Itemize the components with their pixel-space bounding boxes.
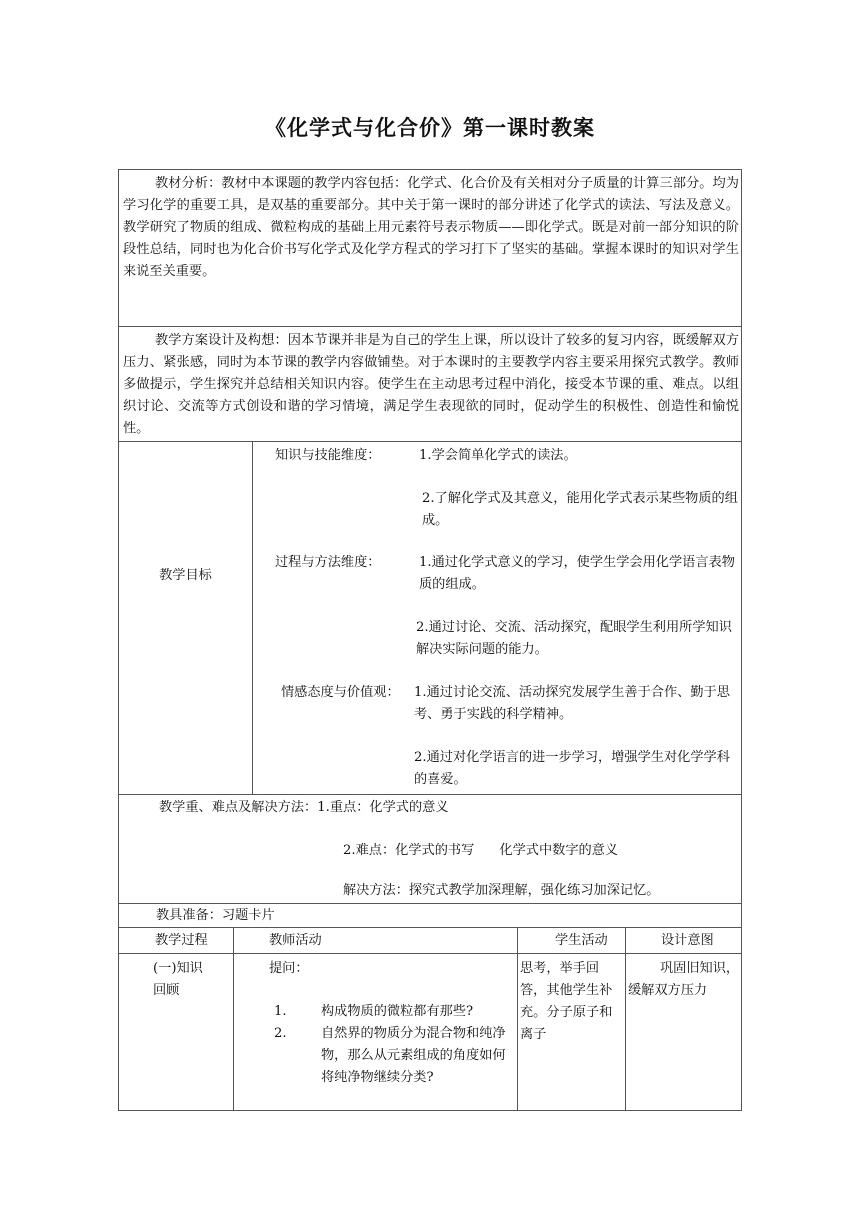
emotion-label: 情感态度与价值观： <box>281 685 400 700</box>
col-divider-1 <box>233 954 234 1110</box>
col-divider-3 <box>625 954 626 1110</box>
process-table-row <box>118 953 742 1111</box>
emotion-goal-1: 1.通过讨论交流、活动探究发展学生善于合作、勤于思考、勇于实践的科学精神。 <box>414 685 730 722</box>
knowledge-goal-1: 1.学会简单化学式的读法。 <box>419 448 577 463</box>
objectives-section <box>118 441 742 795</box>
analysis-section <box>118 169 742 327</box>
tools-text: 教具准备：习题卡片 <box>156 908 275 923</box>
design-section <box>118 326 742 442</box>
process-goal-1: 1.通过化学式意义的学习，使学生学会用化学语言表物质的组成。 <box>419 555 735 592</box>
header-student: 学生活动 <box>555 933 608 948</box>
keypoints-line-1: 教学重、难点及解决方法：1.重点：化学式的意义 <box>159 800 449 815</box>
design-text: 教学方案设计及构想：因本节课并非是为自己的学生上课，所以设计了较多的复习内容，既缓解双方压力、紧张感，同时为本节课的教学内容做铺垫。对于本课时的主要教学内容主要采用探究式教学。教师多做提示，学生探究并总结相关知识内容。使学生在主动思考过程中消化，接受本节课的重、难点。以组织讨论、交流等方式创设和谐的学习情境，满足学生表现欲的同时，促动学生的积极性、创造性和愉悦性。 <box>123 333 739 436</box>
process-table-header <box>118 927 742 954</box>
question-1-number: 1. <box>274 1004 287 1019</box>
keypoints-line-3: 解决方法：探究式教学加深理解，强化练习加深记忆。 <box>343 883 660 898</box>
design-intent: 巩固旧知识，缓解双方压力 <box>628 961 740 998</box>
question-2: 自然界的物质分为混合物和纯净物，那么从元素组成的角度如何将纯净物继续分类? <box>321 1026 506 1085</box>
knowledge-goal-2: 2.了解化学式及其意义，能用化学式表示某些物质的组成。 <box>422 491 738 528</box>
objectives-divider <box>252 442 253 794</box>
keypoints-section <box>118 794 742 904</box>
tools-section <box>118 903 742 928</box>
knowledge-label: 知识与技能维度： <box>275 448 381 463</box>
teacher-intro: 提问： <box>269 961 309 976</box>
col-divider-1 <box>233 928 234 953</box>
analysis-text: 教材分析：教材中本课题的教学内容包括：化学式、化合价及有关相对分子质量的计算三部分。均为学习化学的重要工具，是双基的重要部分。其中关于第一课时的部分讲述了化学式的读法、写法及意义。教学研究了物质的组成、微粒构成的基础上用元素符号表示物质——即化学式。既是对前一部分知识的阶段性总结，同时也为化合价书写化学式及化学方程式的学习打下了坚实的基础。掌握本课时的知识对学生来说至关重要。 <box>123 176 739 279</box>
keypoints-line-2: 2.难点：化学式的书写 化学式中数字的意义 <box>343 843 619 858</box>
process-label: 过程与方法维度： <box>275 555 381 570</box>
header-intent: 设计意图 <box>661 933 714 948</box>
student-activity: 思考，举手回答，其他学生补充。分子原子和离子 <box>520 961 613 1042</box>
objectives-label: 教学目标 <box>159 568 212 583</box>
header-teacher: 教师活动 <box>269 933 322 948</box>
emotion-goal-2: 2.通过对化学语言的进一步学习，增强学生对化学学科的喜爱。 <box>414 750 730 787</box>
question-1: 构成物质的微粒都有那些? <box>321 1004 474 1019</box>
stage-cell: (一)知识回顾 <box>153 961 203 998</box>
col-divider-3 <box>625 928 626 953</box>
process-goal-2: 2.通过讨论、交流、活动探究，配眼学生利用所学知识解决实际问题的能力。 <box>416 620 732 657</box>
col-divider-2 <box>517 954 518 1110</box>
question-2-number: 2. <box>274 1026 287 1041</box>
page-title: 《化学式与化合价》第一课时教案 <box>265 116 595 140</box>
col-divider-2 <box>517 928 518 953</box>
header-stage: 教学过程 <box>155 933 208 948</box>
